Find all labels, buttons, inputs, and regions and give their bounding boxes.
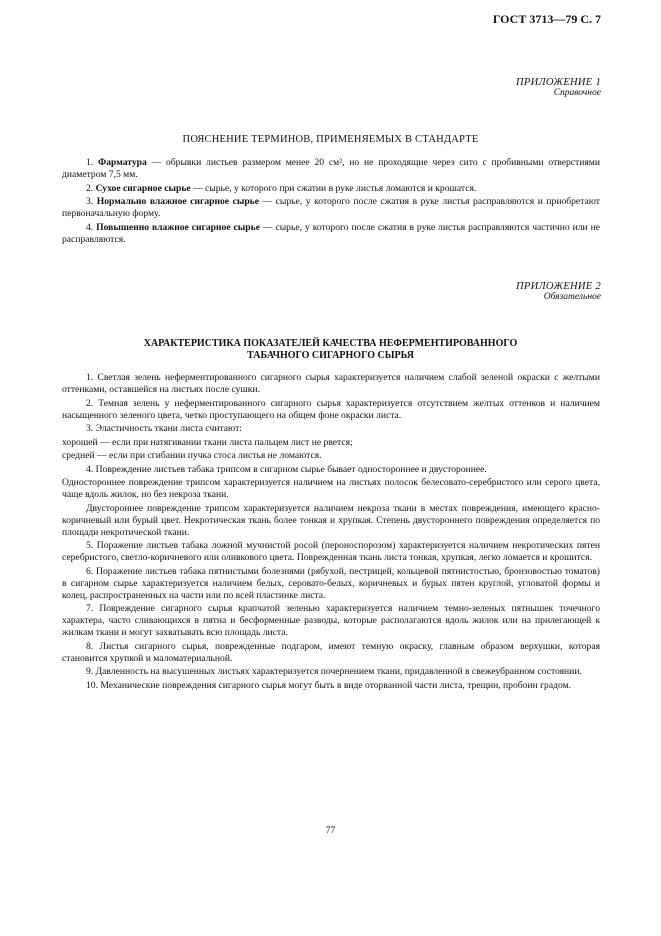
appendix-1-title: ПРИЛОЖЕНИЕ 1: [516, 77, 601, 88]
paragraph: 10. Механические повреждения сигарного сырья могут быть в виде оторванной части листа, трещин, пробоин градом.: [86, 679, 572, 691]
term: Нормально влажное сигарное сырье: [96, 196, 259, 207]
paragraph: 8. Листья сигарного сырья, поврежденные подгаром, имеют темную окраску, главным образом верхушки, которая становится хрупкой и маломатериальной.: [62, 640, 600, 664]
term-item: [62, 196, 600, 220]
document-header: ГОСТ 3713—79 С. 7: [492, 12, 601, 26]
term-definition: — обрывки листьев размером менее 20 см², но не проходящие через сито с пробивными отверстиями диаметром 7,5 мм.: [62, 157, 600, 180]
section-1-title: ПОЯСНЕНИЕ ТЕРМИНОВ, ПРИМЕНЯЕМЫХ В СТАНДАРТЕ: [182, 134, 479, 145]
item-number: 3.: [86, 196, 94, 207]
paragraph: 3. Эластичность ткани листа считают:: [86, 423, 242, 434]
term: Повышенно влажное сигарное сырье: [96, 221, 260, 233]
appendix-1-status: Справочное: [553, 88, 601, 98]
paragraph: 9. Давленность на высушенных листьях характеризуется почернением ткани, придавленной в свежеубранном состоянии.: [86, 666, 582, 677]
section-2-title-line: ХАРАКТЕРИСТИКА ПОКАЗАТЕЛЕЙ КАЧЕСТВА НЕФЕРМЕНТИРОВАННОГО: [143, 338, 518, 349]
appendix-2-title: ПРИЛОЖЕНИЕ 2: [516, 281, 601, 292]
appendix-2-label: [516, 281, 601, 303]
term-definition: — сырье, у которого при сжатии в руке листья ломаются и крошатся.: [190, 182, 477, 194]
term-item: [62, 157, 600, 181]
paragraph: Двустороннее повреждение трипсом характеризуется наличием некроза ткани в местах повреждения, имеющего красно-коричневый или бурый цвет. Некротическая ткань более тонкая и хрупкая. Степень двустороннего повреждения определяется по площади некротической ткани.: [62, 502, 600, 538]
paragraph: 4. Повреждение листьев табака трипсом в сигарном сырье бывает одностороннее и двустороннее.: [86, 463, 487, 475]
paragraph: средней — если при сгибании пучка стоса листья не ломаются.: [62, 450, 322, 461]
paragraph: 5. Поражение листьев табака ложной мучнистой росой (пероноспорозом) характеризуется наличием некротических пятен серебристого, светло-коричневого или оливкового цвета. Поврежденная ткань листа тонкая, хрупкая, легко ломается и крошится.: [62, 540, 600, 563]
term: Сухое сигарное сырье: [95, 182, 191, 194]
page-number: 77: [325, 826, 336, 836]
term: Фарматура: [98, 157, 147, 168]
item-number: 2.: [86, 182, 94, 194]
term-item: [62, 183, 600, 195]
paragraph: 2. Темная зелень у неферментированного сигарного сырья характеризуется отсутствием желтых оттенков и наличием насыщенного зеленого цвета, четко проступающего на общем фоне окраски листа.: [62, 397, 600, 421]
paragraph: хорошей — если при натягивании ткани листа пальцем лист не рвется;: [62, 436, 353, 448]
section-2-title-line: ТАБАЧНОГО СИГАРНОГО СЫРЬЯ: [247, 349, 414, 361]
item-number: 1.: [86, 157, 94, 168]
quality-characteristics: [62, 372, 600, 693]
paragraph: Одностороннее повреждение трипсом характеризуется наличием на листьях полосок белесовато-серебристого или серого цвета, чаще вдоль жилок, но без некроза ткани.: [62, 477, 600, 500]
section-2-title: [0, 338, 661, 361]
appendix-1-label: [516, 77, 601, 99]
item-number: 4.: [86, 221, 94, 233]
terms-list: [62, 157, 600, 247]
paragraph: 7. Повреждение сигарного сырья крапчатой зеленью характеризуется наличием темно-зеленых пятнышек точечного характера, часто сливающихся в пятна и бесформенные разводы, которые располагаются вдоль жилок или на прилегающей к жилкам ткани и могут захватывать всю площадь листа.: [62, 603, 600, 638]
term-definition: — сырье, у которого после сжатия в руке листья расправляются частично или не расправляются.: [62, 221, 600, 245]
term-item: [62, 222, 600, 246]
appendix-2-status: Обязательное: [543, 292, 601, 302]
term-definition: — сырье, у которого после сжатия в руке листья расправляются и приобретают первоначальную форму.: [62, 196, 600, 219]
paragraph: 6. Поражение листьев табака пятнистыми болезнями (рябухой, пестрицей, кольцевой пятнистостью, бронзовостью томатов) в сигарном сырье характеризуется наличием белых, серовато-белых, коричневых и бурых пятен круглой, угловатой формы и колец, распространенных на части или по всей пластинке листа.: [62, 565, 600, 601]
paragraph: 1. Светлая зелень неферментированного сигарного сырья характеризуется наличием слабой зеленой окраски с желтыми оттенками, оставшейся на листьях после сушки.: [62, 372, 600, 395]
